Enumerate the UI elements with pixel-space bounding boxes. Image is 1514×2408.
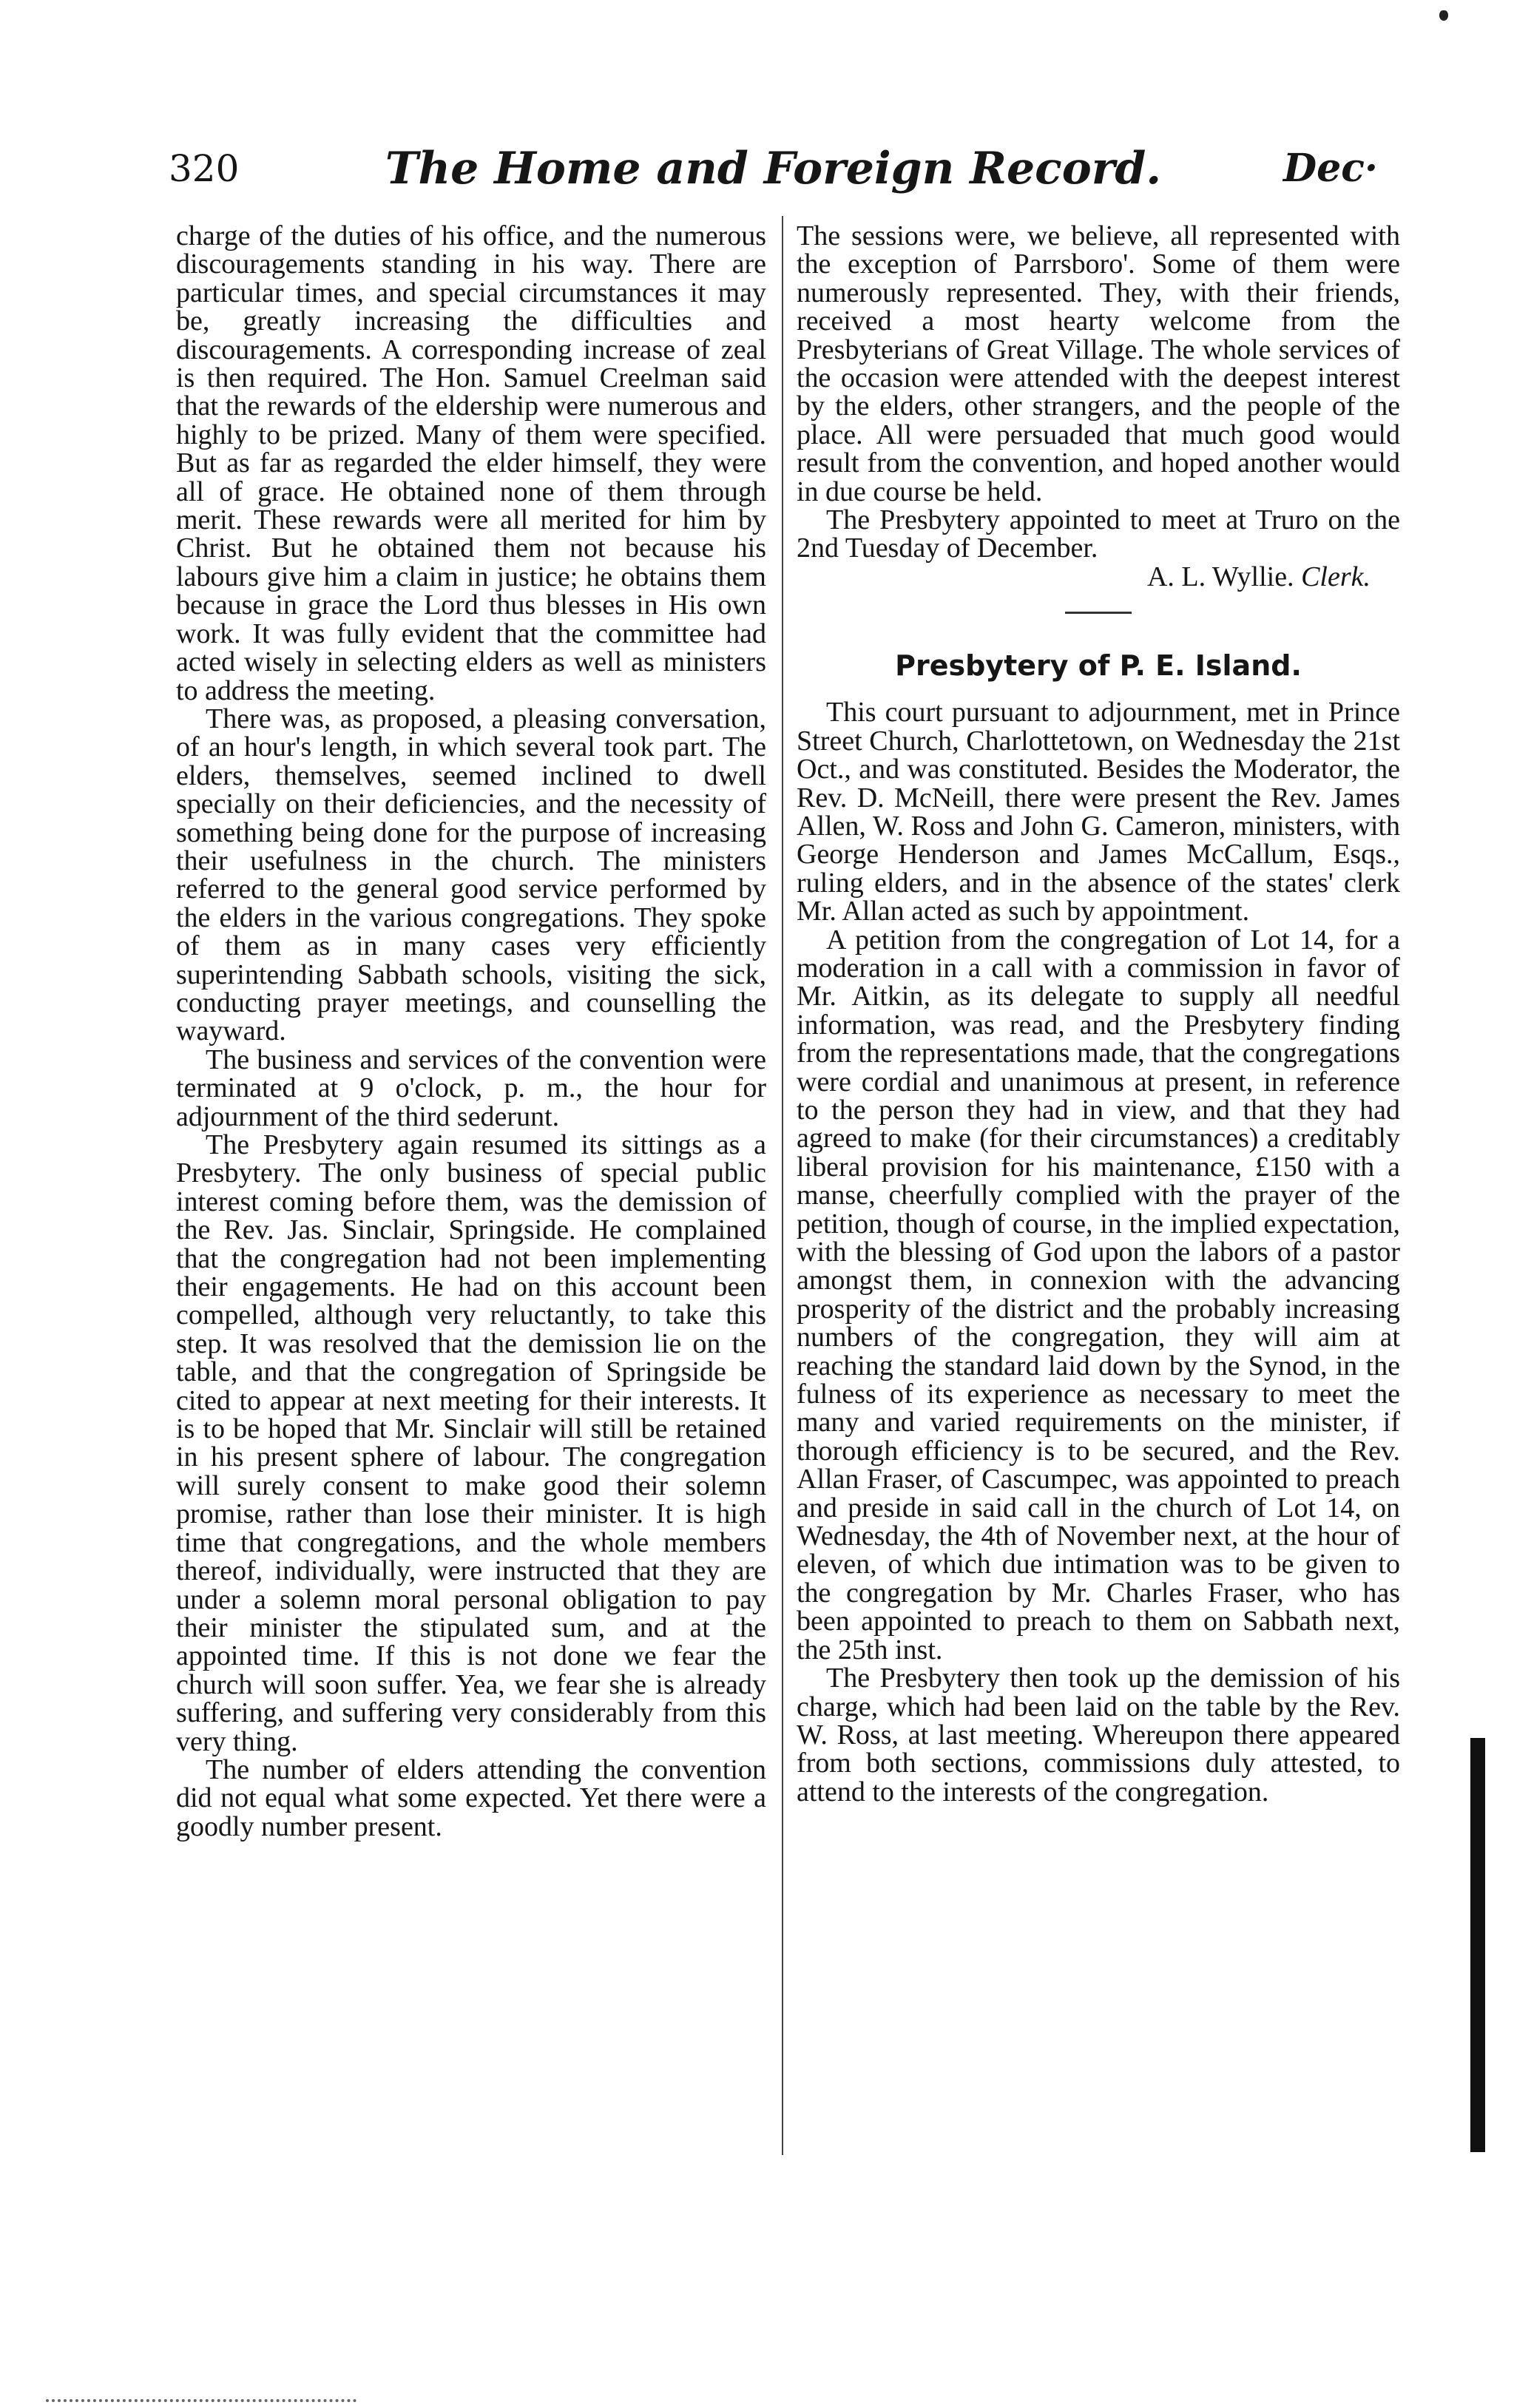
ink-speck — [1439, 10, 1448, 21]
scan-edge-specks — [46, 2395, 356, 2402]
section-rule — [1065, 612, 1132, 614]
paragraph: The business and services of the convention were terminated at 9 o'clock, p. m., the hour for adjournment of the third sederunt. — [176, 1044, 766, 1132]
paragraph: There was, as proposed, a pleasing conversation, of an hour's length, in which several took part. The elders, themselves, seemed inclined to dwell specially on their deficiencies, and the necessity of something being done for the purpose of increasing their usefulness in the church. The ministers referred to the general good service performed by the elders in the various congregations. They spoke of them as in many cases very efficiently superintending Sabbath schools, visiting the sick, conducting prayer meetings, and counselling the wayward. — [176, 703, 766, 1047]
right-column — [797, 222, 1400, 1806]
paragraph: The number of elders attending the convention did not equal what some expected. Yet there were a goodly number present. — [176, 1753, 766, 1842]
running-title: The Home and Foreign Record. — [385, 143, 1162, 195]
paragraph: The sessions were, we believe, all represented with the exception of Parrsboro'. Some of them were numerously represented. They, with their friends, received a most hearty welcome from the Presbyterians of Great Village. The whole services of the occasion were attended with the deepest interest by the elders, other strangers, and the people of the place. All were persuaded that much good would result from the convention, and hoped another would in due course be held. — [797, 220, 1400, 507]
paragraph: This court pursuant to adjournment, met in Prince Street Church, Charlottetown, on Wednesday the 21st Oct., and was constituted. Besides the Moderator, the Rev. D. McNeill, there were present the Rev. James Allen, W. Ross and John G. Cameron, ministers, with George Henderson and James McCallum, Esqs., ruling elders, and in the absence of the states' clerk Mr. Allan acted as such by appointment. — [797, 697, 1400, 927]
signature-role: Clerk. — [1301, 561, 1371, 592]
page-number: 320 — [169, 147, 240, 190]
signature-name: A. L. Wyllie. — [1146, 561, 1294, 592]
paragraph: The Presbytery then took up the demission of his charge, which had been laid on the table by the Rev. W. Ross, at last meeting. Whereupon there appeared from both sections, commissions duly attested, to attend to the interests of the congregation. — [797, 1663, 1400, 1807]
signature — [797, 563, 1400, 591]
paragraph: charge of the duties of his office, and the numerous discouragements standing in his way. There are particular times, and special circumstances it may be, greatly increasing the difficulties and discouragements. A corresponding increase of zeal is then required. The Hon. Samuel Creelman said that the rewards of the eldership were numerous and highly to be prized. Many of them were specified. But as far as regarded the elder himself, they were all of grace. He obtained none of them through merit. These rewards were all merited for him by Christ. But he obtained them not because his labours give him a claim in justice; he obtains them because in grace the Lord thus blesses in His own work. It was fully evident that the committee had acted wisely in selecting elders as well as ministers to address the meeting. — [176, 220, 766, 706]
column-divider — [782, 216, 783, 2155]
paragraph: The Presbytery again resumed its sittings as a Presbytery. The only business of special public interest coming before them, was the demission of the Rev. Jas. Sinclair, Springside. He complained that the congregation had not been implementing their engagements. He had on this account been compelled, although very reluctantly, to take this step. It was resolved that the demission lie on the table, and that the congregation of Springside be cited to appear at next meeting for their interests. It is to be hoped that Mr. Sinclair will still be retained in his present sphere of labour. The congregation will surely consent to make good their solemn promise, rather than lose their minister. It is high time that congregations, and the whole members thereof, individually, were instructed that they are under a solemn moral personal obligation to pay their minister the stipulated sum, and at the appointed time. If this is not done we fear the church will soon suffer. Yea, we fear she is already suffering, and suffering very considerably from this very thing. — [176, 1129, 766, 1757]
paragraph: The Presbytery appointed to meet at Truro on the 2nd Tuesday of December. — [797, 504, 1400, 564]
running-month: Dec· — [1283, 146, 1378, 191]
paragraph: A petition from the congregation of Lot 14, for a moderation in a call with a commission in favor of Mr. Aitkin, as its delegate to supply all needful information, was read, and the Presbytery finding from the representations made, that the congregations were cordial and unanimous at present, in reference to the person they had in view, and that they had agreed to make (for their circumstances) a creditably liberal provision for his maintenance, £150 with a manse, cheerfully complied with the prayer of the petition, though of course, in the implied expectation, with the blessing of God upon the labors of a pastor amongst them, in connexion with the advancing prosperity of the district and the probably increasing numbers of the congregation, they will aim at reaching the standard laid down by the Synod, in the fulness of its experience as necessary to meet the many and varied requirements on the minister, if thorough efficiency is to be secured, and the Rev. Allan Fraser, of Cascumpec, was appointed to preach and preside in said call in the church of Lot 14, on Wednesday, the 4th of November next, at the hour of eleven, of which due intimation was to be given to the congregation by Mr. Charles Fraser, who has been appointed to preach to them on Sabbath next, the 25th inst. — [797, 924, 1400, 1665]
scan-edge-bar — [1470, 1738, 1485, 2152]
section-heading: Presbytery of P. E. Island. — [895, 649, 1302, 683]
left-column — [176, 222, 766, 1841]
page-header — [169, 139, 1378, 198]
